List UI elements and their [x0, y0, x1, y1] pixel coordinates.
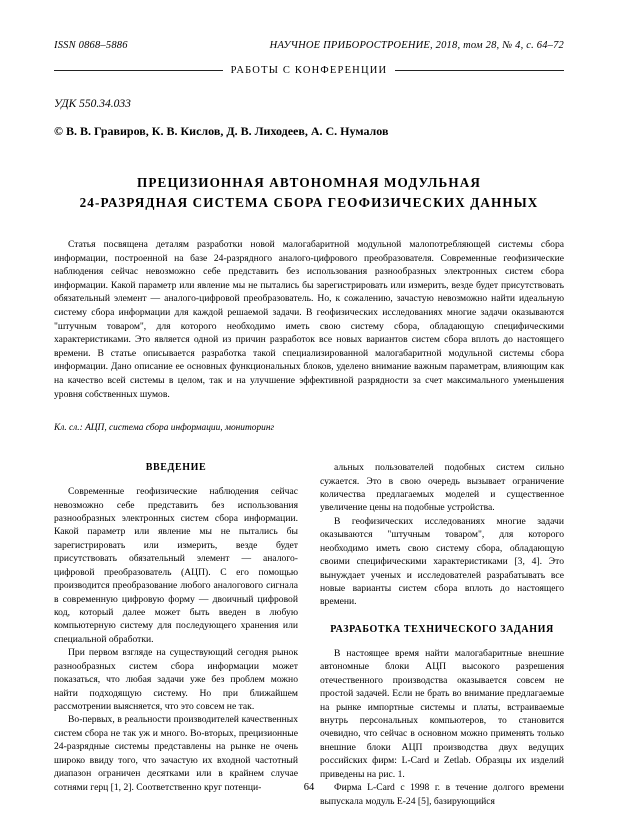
title-line-2: 24-РАЗРЯДНАЯ СИСТЕМА СБОРА ГЕОФИЗИЧЕСКИХ ДАННЫХ — [79, 195, 539, 211]
section-heading-technical-task: РАЗРАБОТКА ТЕХНИЧЕСКОГО ЗАДАНИЯ — [330, 623, 554, 635]
paragraph: При первом взгляде на существующий сегодня рынок разнообразных систем сбора информации может показаться, что любая задачи уже без проблем можно найти подходящую систему. Но при ближайшем рассмотрении выясняется, что это совсем не так. — [54, 647, 298, 712]
paragraph: Фирма L-Card с 1998 г. в течение долгого времени выпускала модуль E-24 [5], базирующийся — [320, 782, 564, 807]
paragraph: Во-первых, в реальности производителей качественных систем сбора не так уж и много. Во-вторых, прецизионные 24-разрядные системы представлены на рынке не очень широко ввиду того, что зачастую их входной частотный диапазон ограничен десятками или в крайнем случае сотнями герц [1, 2]. Соответственно круг потенци- — [54, 714, 298, 793]
keywords-label: Кл. сл.: — [54, 423, 83, 434]
rubric-bar — [54, 65, 564, 76]
title-line-1: ПРЕЦИЗИОННАЯ АВТОНОМНАЯ МОДУЛЬНАЯ — [137, 175, 481, 190]
page-header — [54, 40, 564, 51]
column-right — [320, 461, 564, 808]
page-title — [54, 173, 564, 214]
keywords-values: АЦП, система сбора информации, мониторинг — [85, 423, 275, 434]
paragraph: В геофизических исследованиях многие задачи оказываются "штучным товаром", для которого необходимо иметь свою систему сбора, обладающую своими специфическими характеристиками [3, 4]. Это вынуждает ученых и исследователей разрабатывать все новые варианты систем сбора вплоть до настоящего времени. — [320, 515, 564, 608]
udc-code: УДК 550.34.033 — [54, 98, 131, 110]
section-heading-introduction: ВВЕДЕНИЕ — [145, 462, 207, 474]
rubric-rule-right — [395, 70, 564, 71]
paragraph: альных пользователей подобных систем сильно сужается. Это в свою очередь вызывает ограничение количества предлагаемых моделей и существенное увеличение цены на подобные устройства. — [320, 462, 564, 514]
page-number: 64 — [303, 782, 315, 793]
issn-text: ISSN 0868–5886 — [54, 40, 128, 51]
paragraph: В настоящее время найти малогабаритные внешние автономные блоки АЦП высокого разрешения отечественного производства оказывается совсем не простой задачей. Если не брать во внимание предлагаемые на рынке импортные системы и платы, встраиваемые внутрь персональных компьютеров, то становится очевидно, что сейчас в основном можно применять только внешние блоки АЦП производства двух ведущих российских фирм: L-Card и Zetlab. Образцы их изделий приведены на рис. 1. — [320, 647, 564, 780]
journal-reference: НАУЧНОЕ ПРИБОРОСТРОЕНИЕ, 2018, том 28, № 4, с. 64–72 — [269, 40, 564, 51]
page-content — [54, 40, 564, 808]
paragraph: Современные геофизические наблюдения сейчас невозможно себе представить без использования разнообразных электронных систем сбора информации. Какой параметр или явление мы не пытались бы зарегистрировать или измерить, везде будет присутствовать обязательный элемент — аналого-цифровой преобразователь (АЦП). С его помощью производится преобразование любого аналогового сигнала в современную цифровую форму — двоичный цифровой код, который далее может быть введен в любую компьютерную систему для последующего хранения или специальной обработки. — [54, 486, 298, 645]
body-columns — [54, 461, 564, 808]
rubric-label: РАБОТЫ С КОНФЕРЕНЦИИ — [230, 65, 388, 76]
column-left — [54, 461, 298, 808]
rubric-rule-left — [54, 70, 223, 71]
abstract-text: Статья посвящена деталям разработки новой малогабаритной модульной малопотребляющей системы сбора информации, построенной на базе 24-разрядного аналого-цифрового преобразователя. Современные геофизические наблюдения сейчас невозможно себе представить без использования разнообразных электронных систем сбора информации. Какой параметр или явление мы не пытались бы зарегистрировать или измерить, везде будет присутствовать обязательный элемент — аналого-цифровой преобразователь. Но, к сожалению, зачастую невозможно найти идеальную систему сбора информации для каждой решаемой задачи. В геофизических исследованиях многие задачи оказываются "штучным товаром", для которого необходимо иметь свою систему сбора, обладающую специфическими характеристиками. Это является одной из причин разработок все новых вариантов систем сбора вплоть до настоящего времени. В статье описывается разработка такой специализированной малогабаритной модульной системы сбора информации. Дано описание ее основных функциональных блоков, уделено внимание важным параметрам, влияющим как на качество всей системы в целом, так и на улучшение эффективной разрядности за счет максимального уменьшения уровня собственных шумов. — [54, 238, 564, 400]
author-list: © В. В. Гравиров, К. В. Кислов, Д. В. Лиходеев, А. С. Нумалов — [54, 124, 389, 138]
keywords-line — [54, 423, 564, 433]
